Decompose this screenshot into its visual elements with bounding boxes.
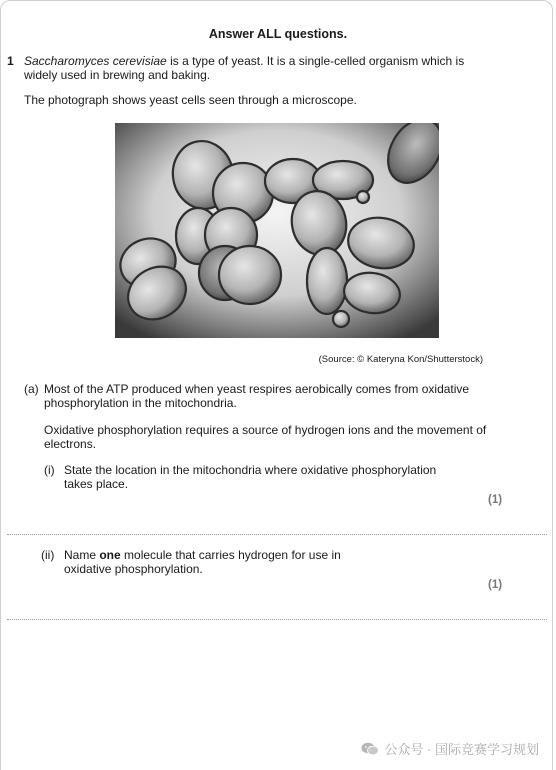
part-a-ii-text-after: molecule that carries hydrogen for use in oxidative phosphorylation. [64,548,341,576]
answer-line-a-ii[interactable] [7,619,547,620]
part-a-label: (a) [24,382,39,396]
question-number: 1 [7,54,14,68]
part-a-i-marks: (1) [488,494,503,506]
intro-text: is a type of yeast. It is a single-celled organism which is widely used in brewing and baking. [24,54,465,82]
species-name: Saccharomyces cerevisiae [24,54,167,68]
yeast-micrograph [115,123,439,338]
part-a-ii-text-before: Name [64,548,100,562]
watermark-text: 公众号 · 国际竞赛学习规划 [384,742,539,757]
part-a-ii-marks: (1) [488,579,503,591]
photo-source: (Source: © Kateryna Kon/Shutterstock) [318,354,483,365]
part-a-text-2: Oxidative phosphorylation requires a source of hydrogen ions and the movement of electrons. [44,423,487,451]
part-a-ii-text-bold: one [99,548,121,562]
photo-caption: The photograph shows yeast cells seen through a microscope. [24,93,357,107]
part-a-i-label: (i) [44,463,55,477]
section-heading: Answer ALL questions. [208,27,348,41]
part-a-ii-question [64,548,374,576]
watermark [361,739,539,758]
part-a-text-1: Most of the ATP produced when yeast respires aerobically comes from oxidative phosphorylation in the mitochondria. [44,382,470,410]
question-intro [24,54,494,82]
wechat-icon [361,742,379,756]
part-a-i-question: State the location in the mitochondria where oxidative phosphorylation takes place. [64,463,437,491]
part-a-ii-label: (ii) [41,548,55,562]
answer-line-a-i[interactable] [7,534,547,535]
